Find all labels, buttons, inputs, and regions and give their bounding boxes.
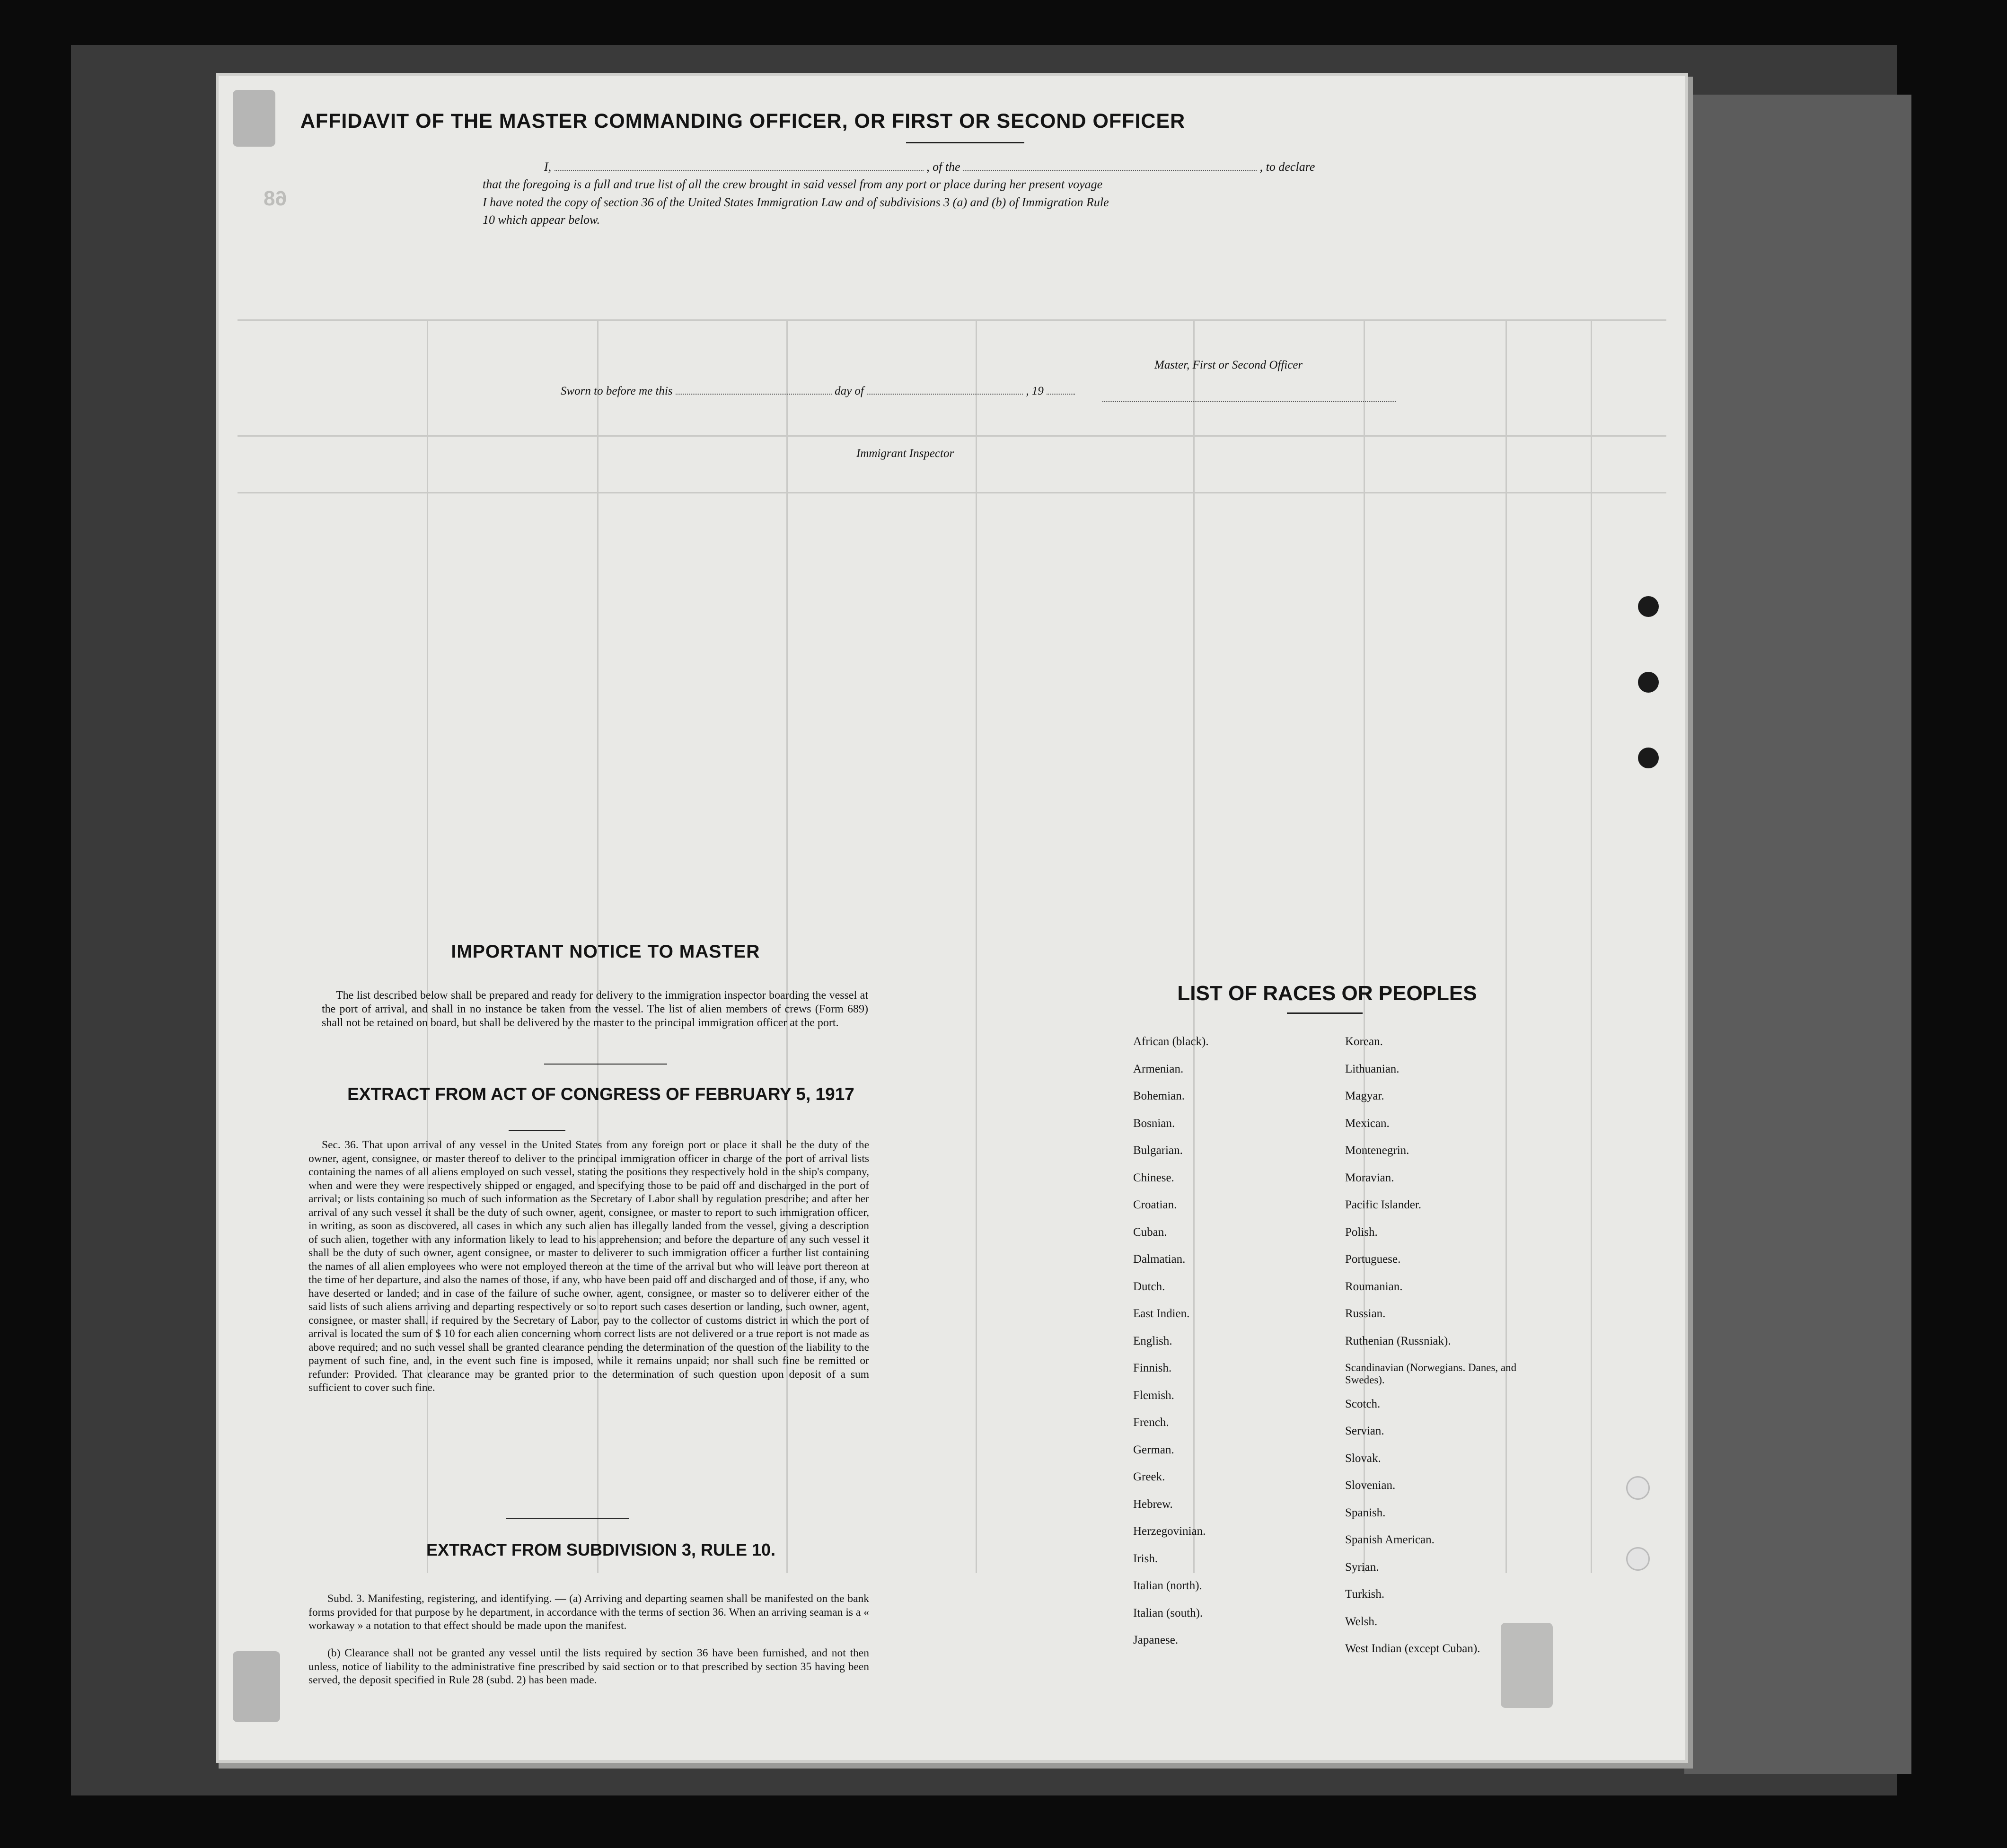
race-item: East Indien. <box>1133 1307 1190 1320</box>
race-item: Greek. <box>1133 1470 1165 1483</box>
affidavit-statement-2: I have noted the copy of section 36 of the United States Immigration Law and of subdivisions 3 (a) and (b) of Immigration Rule <box>483 195 1109 209</box>
rule-extract-title: EXTRACT FROM SUBDIVISION 3, RULE 10. <box>426 1540 776 1559</box>
act-extract-title: EXTRACT FROM ACT OF CONGRESS OF FEBRUARY 5, 1917 <box>347 1084 854 1104</box>
race-item: Bohemian. <box>1133 1090 1185 1102</box>
race-item: Syrian. <box>1345 1560 1379 1574</box>
notice-text: The list described below shall be prepared and ready for delivery to the immigration inspector boarding the vessel at the port of arrival, and shall in no instance be taken from the vessel. The list of alien members of crews (Form 689) shall not be retained on board, but shall be delivered by the master to the principal immigration officer at the port. <box>322 989 868 1029</box>
race-item: Irish. <box>1133 1552 1158 1565</box>
race-item: Russian. <box>1345 1307 1386 1320</box>
punch-hole <box>1626 1476 1650 1500</box>
of-the-label: , of the <box>926 160 960 174</box>
year-label: , 19 <box>1026 385 1044 397</box>
i-label: I, <box>544 160 552 174</box>
race-item: Bosnian. <box>1133 1117 1175 1130</box>
race-item: Croatian. <box>1133 1198 1177 1211</box>
bleed-gridline <box>1591 319 1592 1573</box>
race-item: English. <box>1133 1334 1172 1347</box>
race-item: Finnish. <box>1133 1362 1172 1374</box>
page-number: 68 <box>264 187 287 210</box>
race-item: Ruthenian (Russniak). <box>1345 1334 1451 1347</box>
race-item: German. <box>1133 1443 1174 1456</box>
race-item: Spanish. <box>1345 1506 1386 1519</box>
act-extract-text: Sec. 36. That upon arrival of any vessel in the United States from any foreign port or place it shall be the duty of the owner, agent, consignee, or master thereof to deliver to the principal immigration officer in charge of the port of arrival lists containing the names of all aliens employed on such vessel, stating the positions they respectively hold in the ship's company, when and were they were respectively shipped or engaged, and specifying those to be paid off and discharged in the port of arrival; or lists containing so much of such information as the Secretary of Labor shall by regulation prescribe; and after her arrival of any such vessel it shall be the duty of such owner, agent, consignee, or master to report to such immigration officer, in writing, as soon as discovered, all cases in which any such alien has illegally landed from the vessel, giving a description of such alien, together with any information likely to lead to his apprehension; and before the departure of any such vessel it shall be the duty of such owner, agent consignee, or master to deliverer to such immigration officer a further list containing the names of all alien employees who were not employed thereon at the time of the arrival but who will leave port thereon at the time of her departure, and also the names of those, if any, who have been paid off and discharged and of those, if any, who have deserted or landed; and in case of the failure of suche owner, agent, consignee, or master so to deliverer either of the said lists of such aliens arriving and departing respectively or so to report such cases desertion or landing, such owner, agent, consignee, or master shall, if required by the Secretary of Labor, pay to the collector of customs district in which the port of arrival is located the sum of $ 10 for each alien concerning whom correct lists are not delivered or a true report is not made as above required; and no such vessel shall be granted clearance pending the determination of the question of the liability to the payment of such fine, and, in the event such fine is imposed, while it remains unpaid; nor shall such fine be remitted or refunder: Provided. That clearance may be granted prior to the determination of such question upon deposit of a sum sufficient to cover such fine. <box>308 1139 869 1394</box>
bleed-gridline <box>238 435 1666 437</box>
race-item: Portuguese. <box>1345 1253 1401 1266</box>
affidavit-statement-1: that the foregoing is a full and true list of all the crew brought in said vessel from any port or place during her present voyage <box>483 177 1103 191</box>
race-item: Slovenian. <box>1345 1479 1396 1492</box>
rule-extract-text-a: Subd. 3. Manifesting, registering, and identifying. — (a) Arriving and departing seamen shall be manifested on the bank forms provided for that purpose by he department, in accordance with the terms of section 36. When an arriving seaman is a « workaway » a notation to that effect should be made upon the manifest. <box>308 1593 869 1632</box>
race-item: Bulgarian. <box>1133 1144 1183 1157</box>
race-item: Welsh. <box>1345 1615 1378 1628</box>
race-item: Servian. <box>1345 1425 1384 1437</box>
races-divider <box>1287 1012 1363 1014</box>
notice-title: IMPORTANT NOTICE TO MASTER <box>451 942 760 962</box>
race-item: West Indian (except Cuban). <box>1345 1642 1480 1655</box>
background-sheet-edge <box>1684 95 1911 1774</box>
master-signature-blank[interactable] <box>1102 392 1396 402</box>
punch-hole <box>1626 1547 1650 1571</box>
race-item: Japanese. <box>1133 1634 1179 1646</box>
to-declare-label: , to declare <box>1259 160 1315 174</box>
race-item: Hebrew. <box>1133 1497 1173 1511</box>
race-item: Montenegrin. <box>1345 1144 1409 1157</box>
bleed-gridline <box>1193 319 1195 1573</box>
sworn-month-blank[interactable] <box>867 384 1023 395</box>
ink-stamp <box>1501 1623 1553 1708</box>
race-item: Roumanian. <box>1345 1280 1403 1293</box>
rule-extract-text-b: (b) Clearance shall not be granted any vessel until the lists required by section 36 have been furnished, and not then unless, notice of liability to the administrative fine prescribed by said section or to that prescribed by section 35 having been served, the deposit specified in Rule 28 (subd. 2) has been made. <box>308 1647 869 1686</box>
punch-hole <box>1638 748 1659 768</box>
race-item: Scotch. <box>1345 1397 1381 1410</box>
race-item: Turkish. <box>1345 1588 1385 1601</box>
race-item: Dalmatian. <box>1133 1253 1186 1266</box>
title-divider <box>906 142 1024 143</box>
notice-divider <box>544 1064 667 1065</box>
race-item: Pacific Islander. <box>1345 1198 1422 1211</box>
master-signature-label: Master, First or Second Officer <box>1154 359 1303 371</box>
races-title: LIST OF RACES OR PEOPLES <box>1177 982 1477 1005</box>
punch-hole <box>1638 596 1659 617</box>
ink-stamp <box>233 1651 280 1722</box>
vessel-name-blank[interactable] <box>963 160 1257 171</box>
race-item: Moravian. <box>1345 1171 1394 1184</box>
act-end-divider <box>506 1518 629 1519</box>
affidavit-statement-3: 10 which appear below. <box>483 213 600 227</box>
race-item: Mexican. <box>1345 1117 1390 1130</box>
act-divider <box>509 1130 565 1131</box>
declarant-name-blank[interactable] <box>555 160 924 171</box>
race-item: Slovak. <box>1345 1452 1381 1465</box>
race-item: Chinese. <box>1133 1171 1174 1184</box>
sworn-year-blank[interactable] <box>1047 384 1075 395</box>
race-item: Italian (south). <box>1133 1606 1203 1619</box>
sworn-label: Sworn to before me this <box>561 385 673 397</box>
bleed-gridline <box>238 319 1666 321</box>
day-of-label: day of <box>835 385 864 397</box>
sworn-line <box>561 384 1075 398</box>
race-item: Herzegovinian. <box>1133 1525 1206 1538</box>
race-item: French. <box>1133 1416 1169 1429</box>
declarant-line <box>544 160 1315 174</box>
race-item: Dutch. <box>1133 1280 1165 1293</box>
bleed-gridline <box>976 319 977 1573</box>
affidavit-title: AFFIDAVIT OF THE MASTER COMMANDING OFFICER, OR FIRST OR SECOND OFFICER <box>300 110 1186 132</box>
race-item: Flemish. <box>1133 1389 1174 1402</box>
document-page <box>219 76 1685 1760</box>
race-item: Scandinavian (Norwegians. Danes, and Swedes). <box>1345 1362 1517 1386</box>
race-item: Lithuanian. <box>1345 1062 1400 1075</box>
race-item: Armenian. <box>1133 1062 1184 1075</box>
race-item: Polish. <box>1345 1225 1378 1239</box>
punch-hole <box>1638 672 1659 693</box>
race-item: Spanish American. <box>1345 1533 1435 1546</box>
race-item: African (black). <box>1133 1035 1209 1048</box>
race-item: Korean. <box>1345 1035 1383 1048</box>
sworn-date-blank[interactable] <box>676 384 832 395</box>
race-item: Cuban. <box>1133 1225 1167 1239</box>
race-item: Magyar. <box>1345 1090 1384 1102</box>
bleed-gridline <box>238 492 1666 493</box>
inspector-label: Immigrant Inspector <box>856 447 954 460</box>
race-item: Italian (north). <box>1133 1579 1202 1592</box>
